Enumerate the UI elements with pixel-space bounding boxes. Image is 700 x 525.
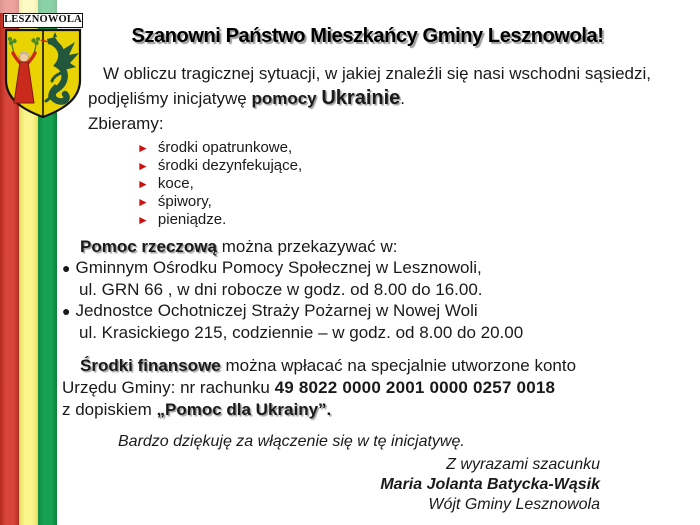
signature-block <box>380 455 600 515</box>
crest-banner-label: LESZNOWOLA <box>3 13 83 28</box>
intro-paragraph <box>88 61 651 136</box>
location-line <box>62 300 523 322</box>
financial-aid-heading <box>62 355 576 377</box>
list-item <box>137 139 302 157</box>
material-aid-heading-rest: można przekazywać w: <box>217 237 398 256</box>
donation-items-list <box>137 139 302 229</box>
highlight-pomocy: pomocy <box>251 89 322 108</box>
intro-line-1: W obliczu tragicznej sytuacji, w jakiej znaleźli się nasi wschodni sąsiedzi, <box>103 64 652 83</box>
list-item <box>137 157 302 175</box>
material-aid-section <box>62 236 523 343</box>
donation-item-label: śpiwory, <box>157 193 212 210</box>
intro-line-3: Zbieramy: <box>88 114 164 133</box>
signer-name: Maria Jolanta Batycka-Wąsik <box>380 476 600 493</box>
arrow-bullet-icon: ► <box>137 177 149 191</box>
dot-bullet-icon: ● <box>62 303 71 319</box>
account-line <box>62 377 576 399</box>
location-details: ul. Krasickiego 215, codziennie – w godz. od 8.00 do 20.00 <box>79 323 524 342</box>
financial-aid-heading-bold: Środki finansowe <box>80 356 221 375</box>
location-details: ul. GRN 66 , w dni robocze w godz. od 8.00 do 16.00. <box>79 280 483 299</box>
donation-item-label: środki dezynfekujące, <box>157 157 303 174</box>
location-name: Gminnym Ośrodku Pomocy Społecznej w Lesznowoli, <box>75 258 482 277</box>
arrow-bullet-icon: ► <box>137 213 149 227</box>
account-prefix: Urzędu Gminy: nr rachunku <box>62 378 275 397</box>
material-aid-heading-bold: Pomoc rzeczową <box>80 237 217 256</box>
intro-line-2 <box>88 86 651 111</box>
donation-item-label: środki opatrunkowe, <box>157 139 293 156</box>
arrow-bullet-icon: ► <box>137 195 149 209</box>
page-title: Szanowni Państwo Mieszkańcy Gminy Lesznowola! <box>131 25 604 47</box>
intro-line-2-period: . <box>400 89 406 108</box>
account-number: 49 8022 0000 2001 0000 0257 0018 <box>274 378 556 397</box>
location-name: Jednostce Ochotniczej Straży Pożarnej w Nowej Woli <box>75 301 478 320</box>
donation-item-label: pieniądze. <box>157 211 227 228</box>
closing-thanks: Bardzo dziękuję za włączenie się w tę inicjatywę. <box>118 433 465 450</box>
memo-line <box>62 399 576 421</box>
list-item <box>137 211 302 229</box>
financial-aid-heading-rest: można wpłacać na specjalnie utworzone konto <box>220 356 577 375</box>
highlight-ukrainie: Ukrainie <box>321 87 401 109</box>
transfer-memo: „Pomoc dla Ukrainy”. <box>156 400 332 419</box>
list-item <box>137 175 302 193</box>
salutation: Z wyrazami szacunku <box>446 456 600 473</box>
dot-bullet-icon: ● <box>62 260 71 276</box>
stripes-top-fade <box>0 0 57 13</box>
location-line <box>62 257 523 279</box>
material-aid-heading <box>62 236 523 257</box>
arrow-bullet-icon: ► <box>137 159 149 173</box>
donation-item-label: koce, <box>157 175 194 192</box>
signer-title: Wójt Gminy Lesznowola <box>428 496 600 513</box>
arrow-bullet-icon: ► <box>137 141 149 155</box>
list-item <box>137 193 302 211</box>
memo-prefix: z dopiskiem <box>62 400 157 419</box>
financial-aid-section <box>62 355 576 421</box>
intro-line-2-text: podjęliśmy inicjatywę <box>88 89 252 108</box>
